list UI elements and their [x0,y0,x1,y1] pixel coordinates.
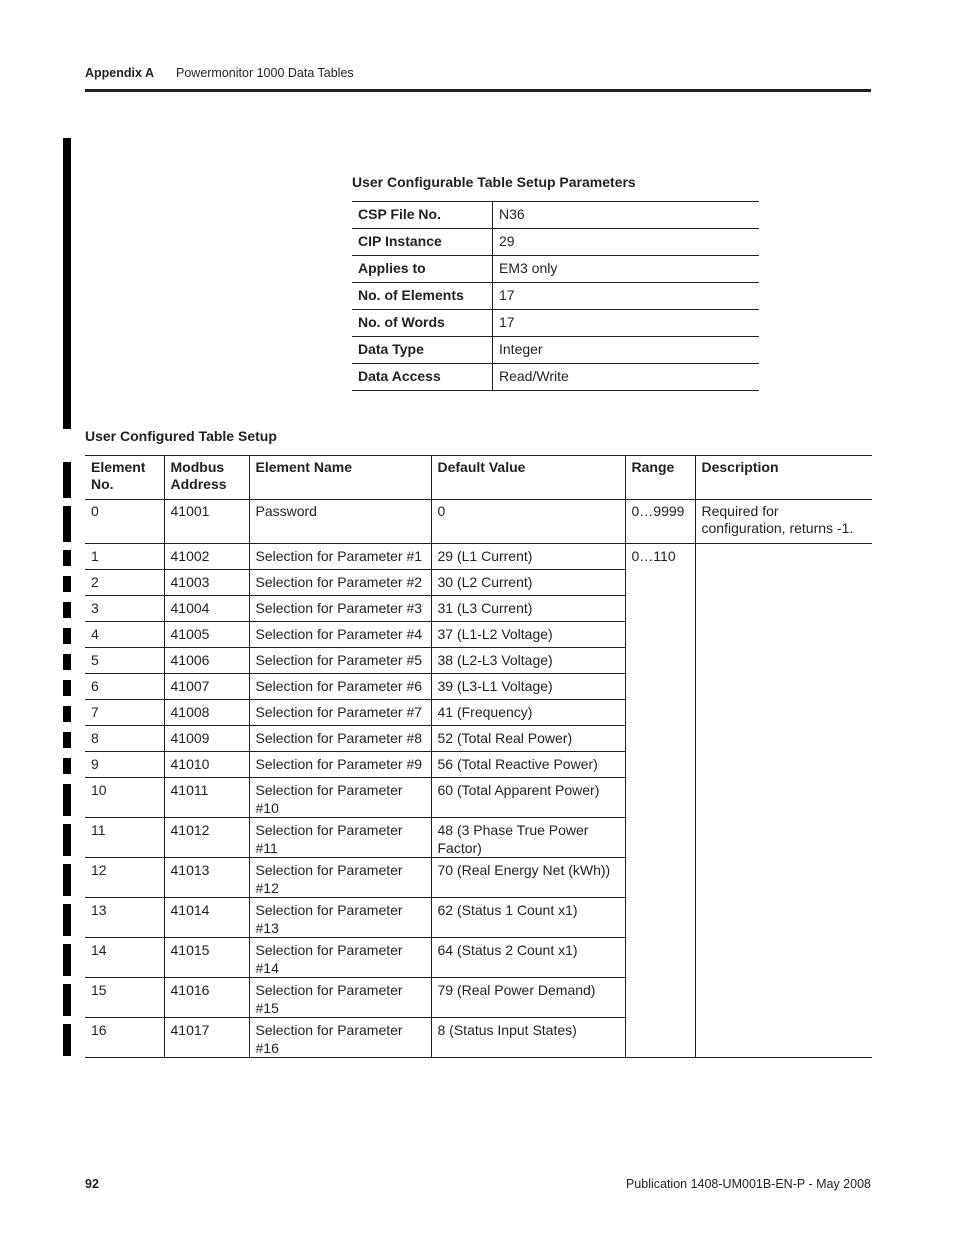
cell-element-name: Selection for Parameter #6 [249,674,431,700]
change-bar [63,462,71,498]
cell-modbus-address: 41008 [164,700,249,726]
cell-modbus-address: 41014 [164,898,249,938]
section-title: Powermonitor 1000 Data Tables [176,66,354,80]
cell-element-name: Selection for Parameter #8 [249,726,431,752]
cell-element-name: Selection for Parameter #5 [249,648,431,674]
param-key: Applies to [352,256,493,283]
cell-default-value: 41 (Frequency) [431,700,625,726]
cell-modbus-address: 41013 [164,858,249,898]
params-row [352,256,759,283]
params-row [352,229,759,256]
param-key: No. of Words [352,310,493,337]
change-bar [63,758,71,774]
cell-modbus-address: 41011 [164,778,249,818]
cell-default-value: 70 (Real Energy Net (kWh)) [431,858,625,898]
page-number: 92 [85,1177,99,1191]
col-header-default-value: Default Value [431,456,625,500]
cell-element-name: Selection for Parameter #12 [249,858,431,898]
change-bar [63,138,71,429]
change-bar [63,506,71,542]
cell-modbus-address: 41004 [164,596,249,622]
cell-range-merged: 0…110 [625,544,695,1058]
cell-default-value: 29 (L1 Current) [431,544,625,570]
param-value: N36 [493,202,760,229]
param-value: 29 [493,229,760,256]
change-bar [63,824,71,856]
param-value: EM3 only [493,256,760,283]
change-bar [63,602,71,618]
cell-modbus-address: 41001 [164,500,249,544]
params-row [352,310,759,337]
cell-modbus-address: 41007 [164,674,249,700]
cell-default-value: 37 (L1-L2 Voltage) [431,622,625,648]
param-value: Read/Write [493,364,760,391]
cell-element-no: 6 [85,674,164,700]
table-row [85,544,872,570]
cell-modbus-address: 41003 [164,570,249,596]
col-header-element-name: Element Name [249,456,431,500]
change-bar [63,864,71,896]
col-header-element-no: Element No. [85,456,164,500]
cell-default-value: 64 (Status 2 Count x1) [431,938,625,978]
cell-element-no: 10 [85,778,164,818]
cell-modbus-address: 41005 [164,622,249,648]
param-value: 17 [493,283,760,310]
change-bar [63,550,71,566]
cell-element-no: 5 [85,648,164,674]
change-bar [63,784,71,816]
params-table [352,201,759,391]
cell-element-no: 8 [85,726,164,752]
cell-default-value: 52 (Total Real Power) [431,726,625,752]
params-row [352,337,759,364]
cell-element-name: Selection for Parameter #4 [249,622,431,648]
col-header-modbus-address: Modbus Address [164,456,249,500]
cell-element-name: Selection for Parameter #16 [249,1018,431,1058]
cell-modbus-address: 41002 [164,544,249,570]
cell-modbus-address: 41010 [164,752,249,778]
cell-element-no: 11 [85,818,164,858]
param-key: No. of Elements [352,283,493,310]
cell-default-value: 8 (Status Input States) [431,1018,625,1058]
param-key: Data Type [352,337,493,364]
cell-element-no: 16 [85,1018,164,1058]
cell-default-value: 79 (Real Power Demand) [431,978,625,1018]
cell-modbus-address: 41006 [164,648,249,674]
cell-element-name: Password [249,500,431,544]
param-key: Data Access [352,364,493,391]
cell-element-name: Selection for Parameter #10 [249,778,431,818]
col-header-description: Description [695,456,872,500]
change-bar [63,706,71,722]
params-row [352,364,759,391]
cell-element-no: 0 [85,500,164,544]
cell-element-no: 4 [85,622,164,648]
cell-default-value: 39 (L3-L1 Voltage) [431,674,625,700]
cell-element-name: Selection for Parameter #7 [249,700,431,726]
cell-default-value: 56 (Total Reactive Power) [431,752,625,778]
param-key: CIP Instance [352,229,493,256]
setup-table [85,455,872,1058]
col-header-range: Range [625,456,695,500]
change-bar [63,904,71,936]
cell-modbus-address: 41016 [164,978,249,1018]
cell-default-value: 48 (3 Phase True Power Factor) [431,818,625,858]
cell-element-no: 7 [85,700,164,726]
appendix-label: Appendix A [85,66,154,80]
change-bar [63,654,71,670]
header-rule [85,89,871,92]
param-value: Integer [493,337,760,364]
cell-default-value: 62 (Status 1 Count x1) [431,898,625,938]
change-bar [63,628,71,644]
param-value: 17 [493,310,760,337]
cell-element-name: Selection for Parameter #2 [249,570,431,596]
cell-default-value: 30 (L2 Current) [431,570,625,596]
change-bar [63,944,71,976]
cell-element-name: Selection for Parameter #15 [249,978,431,1018]
cell-element-no: 12 [85,858,164,898]
change-bar [63,576,71,592]
cell-element-no: 2 [85,570,164,596]
cell-element-name: Selection for Parameter #11 [249,818,431,858]
change-bar [63,732,71,748]
params-row [352,283,759,310]
cell-modbus-address: 41017 [164,1018,249,1058]
change-bar [63,1024,71,1056]
params-table-caption: User Configurable Table Setup Parameters [352,174,636,190]
cell-element-no: 1 [85,544,164,570]
table-row [85,500,872,544]
cell-description-merged [695,544,872,1058]
cell-element-name: Selection for Parameter #13 [249,898,431,938]
cell-modbus-address: 41009 [164,726,249,752]
setup-header-row [85,456,872,500]
cell-element-name: Selection for Parameter #3 [249,596,431,622]
cell-element-no: 15 [85,978,164,1018]
param-key: CSP File No. [352,202,493,229]
cell-default-value: 0 [431,500,625,544]
cell-element-no: 9 [85,752,164,778]
cell-range: 0…9999 [625,500,695,544]
cell-element-name: Selection for Parameter #14 [249,938,431,978]
change-bar [63,680,71,696]
cell-default-value: 31 (L3 Current) [431,596,625,622]
publication-info: Publication 1408-UM001B-EN-P - May 2008 [625,1177,871,1191]
cell-default-value: 60 (Total Apparent Power) [431,778,625,818]
params-row [352,202,759,229]
cell-element-no: 14 [85,938,164,978]
cell-element-no: 3 [85,596,164,622]
cell-element-no: 13 [85,898,164,938]
setup-table-caption: User Configured Table Setup [85,428,277,444]
cell-default-value: 38 (L2-L3 Voltage) [431,648,625,674]
change-bar [63,984,71,1016]
cell-modbus-address: 41015 [164,938,249,978]
cell-description: Required for configuration, returns -1. [695,500,872,544]
cell-element-name: Selection for Parameter #1 [249,544,431,570]
cell-element-name: Selection for Parameter #9 [249,752,431,778]
cell-modbus-address: 41012 [164,818,249,858]
